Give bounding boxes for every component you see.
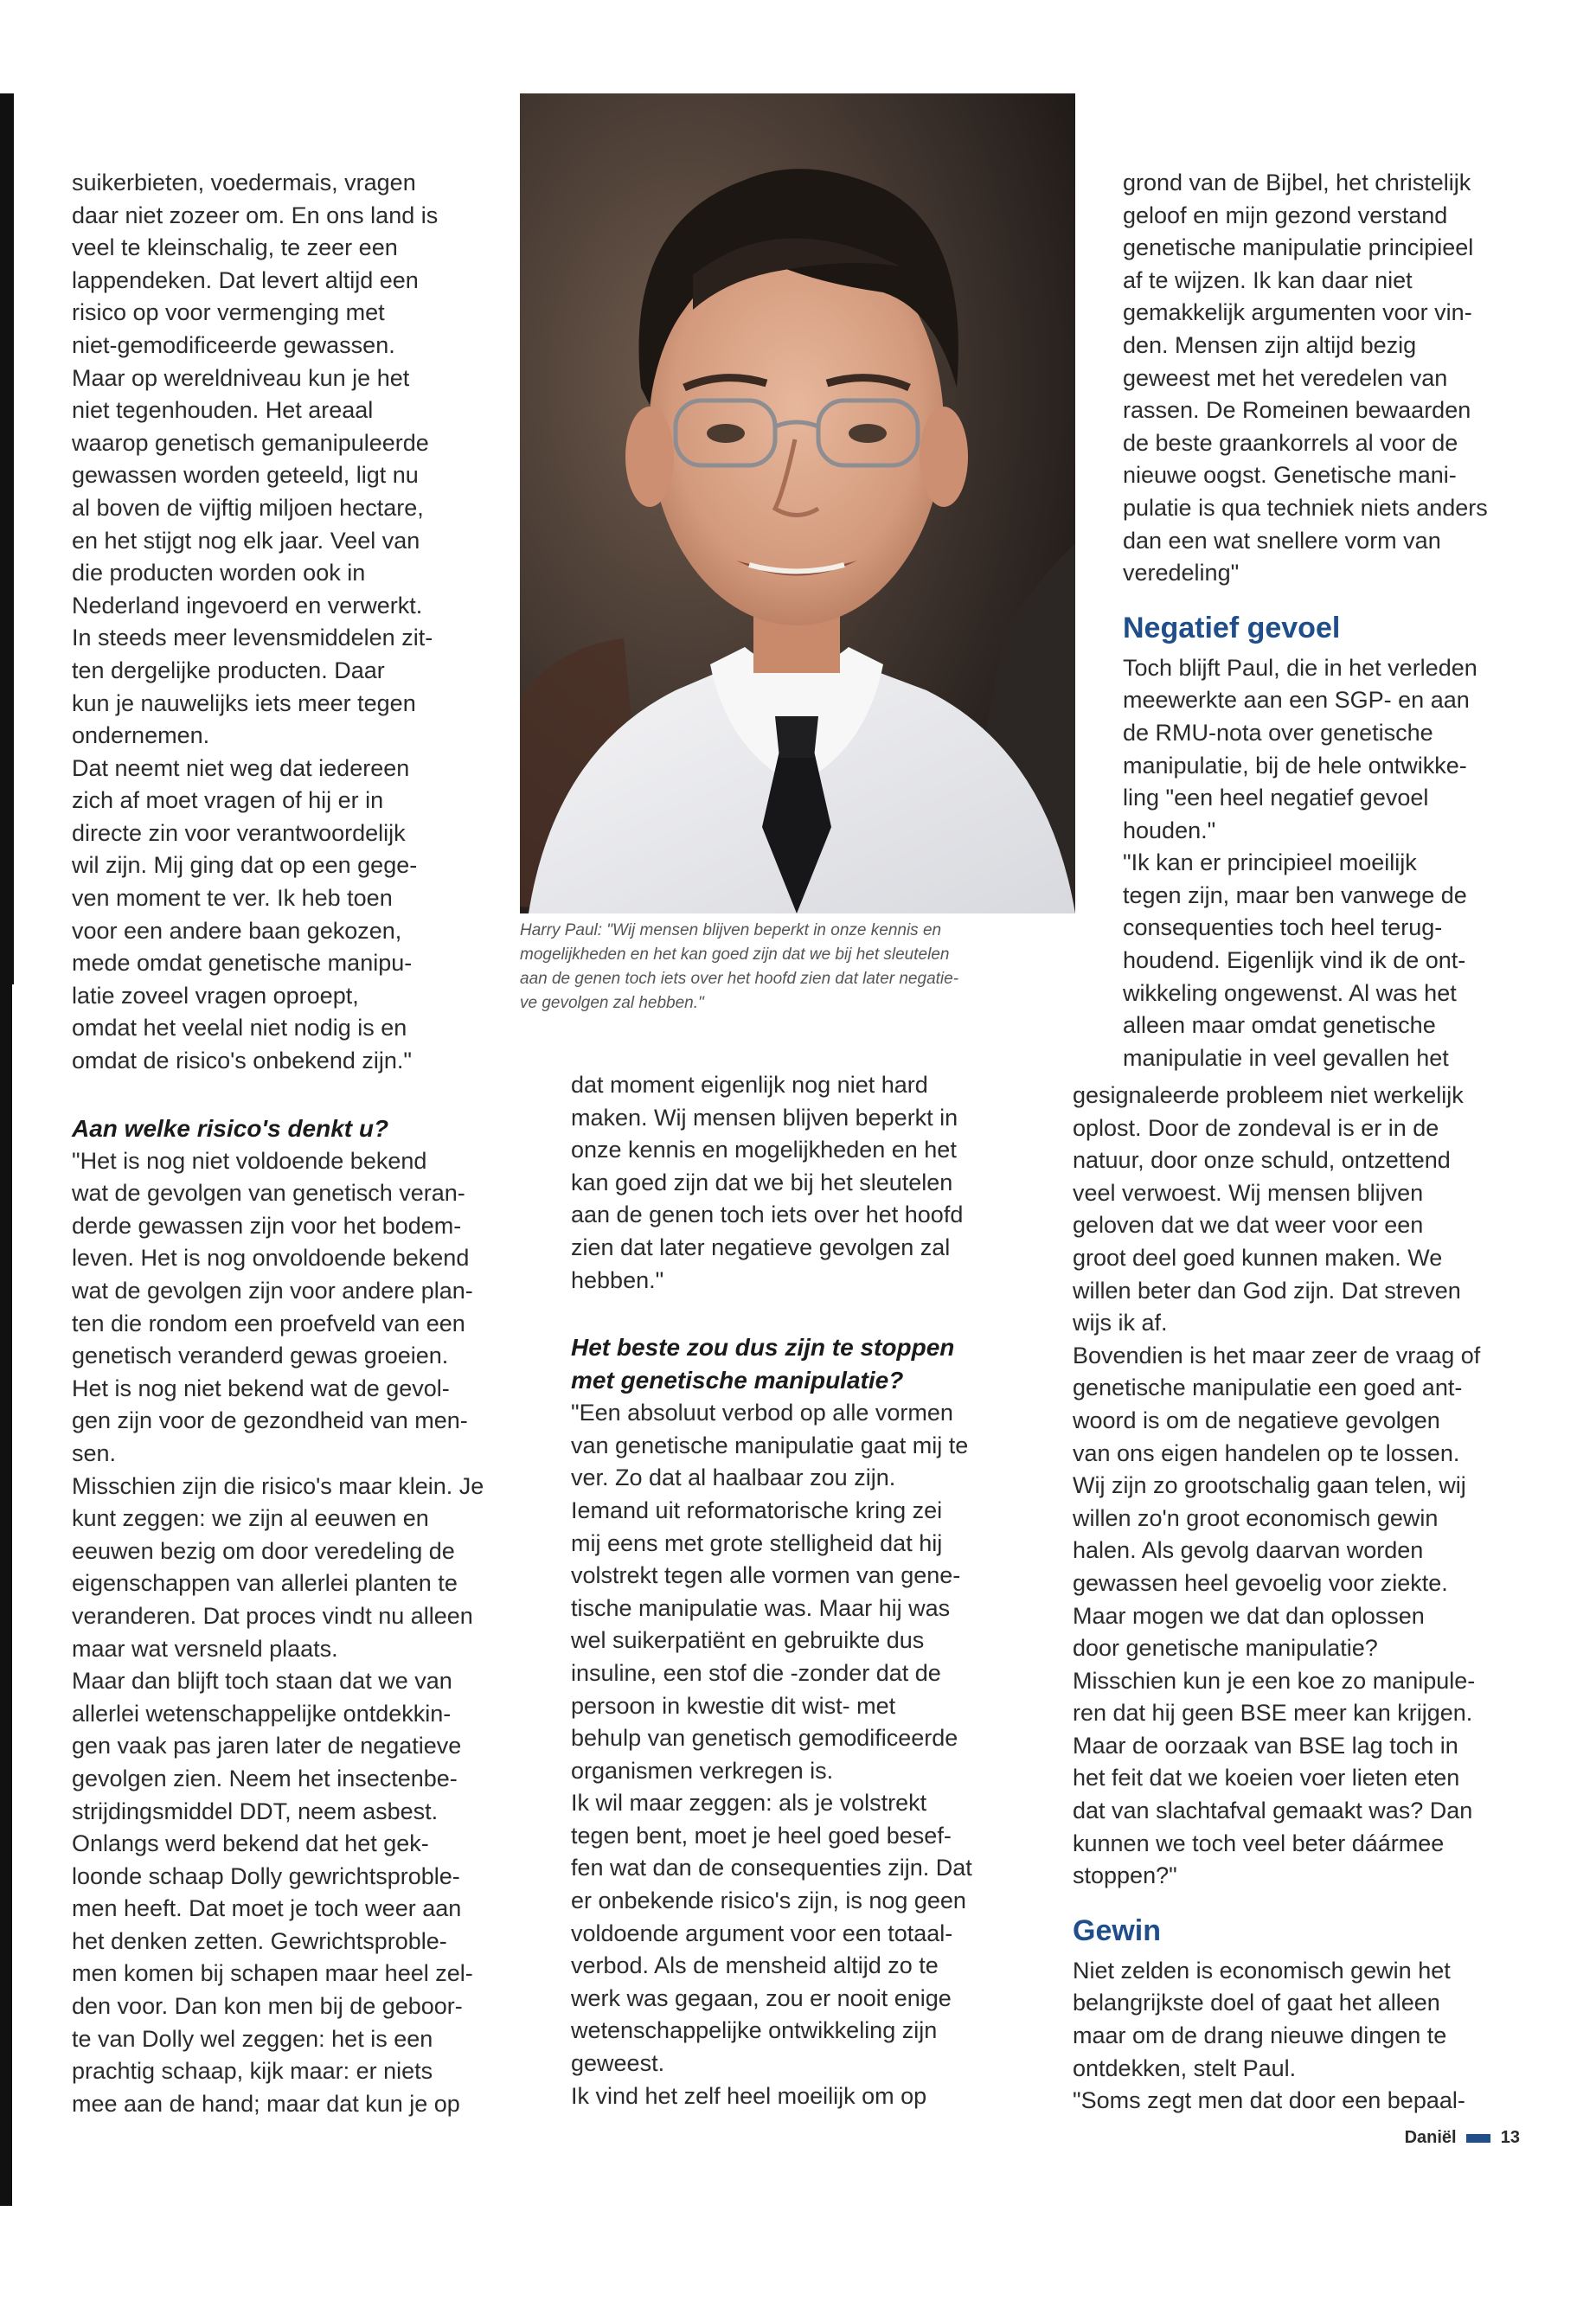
- text-line: wikkeling ongewenst. Al was het: [1123, 979, 1457, 1006]
- text-line: Misschien kun je een koe zo manipule-: [1073, 1667, 1476, 1694]
- text-line: natuur, door onze schuld, ontzettend: [1073, 1147, 1451, 1174]
- text-line: persoon in kwestie dit wist- met: [571, 1692, 896, 1719]
- text-line: Bovendien is het maar zeer de vraag of: [1073, 1342, 1481, 1368]
- text-line: omdat de risico's onbekend zijn.": [72, 1048, 412, 1074]
- text-line: "Ik kan er principieel moeilijk: [1123, 849, 1417, 876]
- text-line: werk was gegaan, zou er nooit enige: [571, 1984, 952, 2011]
- text-line: Misschien zijn die risico's maar klein. Je: [72, 1472, 484, 1499]
- text-line: Toch blijft Paul, die in het verleden: [1123, 654, 1477, 681]
- text-line: woord is om de negatieve gevolgen: [1073, 1407, 1440, 1433]
- text-line: prachtig schaap, kijk maar: er niets: [72, 2058, 433, 2085]
- text-line: met genetische manipulatie?: [571, 1367, 904, 1394]
- text-line: verbod. Als de mensheid altijd zo te: [571, 1952, 939, 1979]
- text-line: Niet zelden is economisch gewin het: [1073, 1957, 1451, 1984]
- text-line: ontdekken, stelt Paul.: [1073, 2054, 1297, 2081]
- text-line: men heeft. Dat moet je toch weer aan: [72, 1895, 462, 1922]
- text-line: fen wat dan de consequenties zijn. Dat: [571, 1855, 972, 1881]
- text-line: wil zijn. Mij ging dat op een gege-: [72, 852, 418, 879]
- text-line: kunt zeggen: we zijn al eeuwen en: [72, 1505, 429, 1532]
- text-line: onze kennis en mogelijkheden en het: [571, 1137, 957, 1163]
- text-line: latie zoveel vragen oproept,: [72, 982, 359, 1009]
- text-line: veranderen. Dat proces vindt nu alleen: [72, 1602, 473, 1629]
- text-line: Het beste zou dus zijn te stoppen: [571, 1334, 955, 1362]
- arrow-icon: [1466, 2134, 1490, 2143]
- text-line: ondernemen.: [72, 722, 210, 749]
- text-line: gewassen heel gevoelig voor ziekte.: [1073, 1569, 1448, 1596]
- column-right-bottom: [1073, 1080, 1480, 2118]
- text-line: geweest met het veredelen van: [1123, 364, 1448, 391]
- text-line: tische manipulatie was. Maar hij was: [571, 1594, 951, 1621]
- text-line: grond van de Bijbel, het christelijk: [1123, 170, 1471, 195]
- text-line: houdend. Eigenlijk vind ik de ont-: [1123, 947, 1466, 974]
- scan-edge-lower: [0, 984, 12, 2206]
- text-line: genetisch veranderd gewas groeien.: [72, 1343, 449, 1369]
- text-line: het denken zetten. Gewrichtsproble-: [72, 1927, 447, 1954]
- right-para-1: [1123, 167, 1488, 590]
- text-line: organismen verkregen is.: [571, 1757, 834, 1784]
- text-line: derde gewassen zijn voor het bodem-: [72, 1212, 462, 1239]
- text-line: geloven dat we dat weer voor een: [1073, 1212, 1424, 1239]
- text-line: Harry Paul: "Wij mensen blijven beperkt in onze kennis en: [520, 921, 942, 939]
- left-question: Aan welke risico's denkt u?: [72, 1114, 389, 1142]
- text-line: belangrijkste doel of gaat het alleen: [1073, 1990, 1440, 2016]
- magazine-name: Daniël: [1404, 2128, 1457, 2147]
- text-line: en het stijgt nog elk jaar. Veel van: [72, 527, 420, 554]
- text-line: alleen maar omdat genetische: [1123, 1012, 1436, 1039]
- text-line: veredeling": [1123, 560, 1240, 586]
- text-line: directe zin voor verantwoordelijk: [72, 819, 406, 846]
- text-line: hebben.": [571, 1266, 664, 1293]
- text-line: suikerbieten, voedermais, vragen: [72, 170, 416, 195]
- text-line: manipulatie, bij de hele ontwikke-: [1123, 752, 1467, 779]
- text-line: "Het is nog niet voldoende bekend: [72, 1147, 427, 1174]
- text-line: van genetische manipulatie gaat mij te: [571, 1432, 969, 1458]
- text-line: eeuwen bezig om door veredeling de: [72, 1537, 455, 1564]
- text-line: door genetische manipulatie?: [1073, 1635, 1378, 1662]
- text-line: zien dat later negatieve gevolgen zal: [571, 1234, 951, 1260]
- text-line: mee aan de hand; maar dat kun je op: [72, 2090, 460, 2117]
- text-line: Maar op wereldniveau kun je het: [72, 364, 410, 391]
- text-line: Maar dan blijft toch staan dat we van: [72, 1668, 452, 1695]
- text-line: pulatie is qua techniek niets anders: [1123, 494, 1488, 521]
- text-line: ven moment te ver. Ik heb toen: [72, 885, 393, 912]
- text-line: het feit dat we koeien voer lieten eten: [1073, 1765, 1460, 1791]
- text-line: houden.": [1123, 817, 1216, 843]
- text-line: waarop genetisch gemanipuleerde: [72, 429, 429, 456]
- text-line: Onlangs werd bekend dat het gek-: [72, 1830, 429, 1857]
- text-line: meewerkte aan een SGP- en aan: [1123, 687, 1470, 714]
- portrait-photo: [520, 93, 1075, 913]
- scan-edge: [0, 93, 14, 984]
- text-line: genetische manipulatie principieel: [1123, 234, 1474, 261]
- left-para-1: [72, 167, 484, 1078]
- text-line: wetenschappelijke ontwikkeling zijn: [571, 2017, 938, 2044]
- text-line: leven. Het is nog onvoldoende bekend: [72, 1245, 470, 1272]
- text-line: tegen bent, moet je heel goed besef-: [571, 1822, 952, 1849]
- text-line: behulp van genetisch gemodificeerde: [571, 1725, 958, 1752]
- text-line: rassen. De Romeinen bewaarden: [1123, 397, 1471, 424]
- text-line: Nederland ingevoerd en verwerkt.: [72, 592, 423, 619]
- photo-caption: [520, 919, 1082, 1016]
- text-line: niet-gemodificeerde gewassen.: [72, 331, 395, 358]
- column-middle: [571, 1069, 972, 2112]
- text-line: wat de gevolgen van genetisch veran-: [72, 1180, 465, 1207]
- heading-negatief-gevoel: Negatief gevoel: [1123, 611, 1341, 644]
- text-line: consequenties toch heel terug-: [1123, 914, 1443, 941]
- text-line: Ik vind het zelf heel moeilijk om op: [571, 2082, 927, 2109]
- text-line: maar om de drang nieuwe dingen te: [1073, 2022, 1447, 2049]
- text-line: gesignaleerde probleem niet werkelijk: [1073, 1082, 1464, 1108]
- text-line: "Soms zegt men dat door een bepaal-: [1073, 2087, 1465, 2114]
- text-line: voor een andere baan gekozen,: [72, 917, 402, 944]
- text-line: mij eens met grote stelligheid dat hij: [571, 1529, 943, 1556]
- text-line: allerlei wetenschappelijke ontdekkin-: [72, 1700, 452, 1727]
- text-line: mogelijkheden en het kan goed zijn dat we bij het sleutelen: [520, 945, 950, 964]
- text-line: geloof en mijn gezond verstand: [1123, 202, 1448, 228]
- text-line: wijs ik af.: [1073, 1310, 1168, 1336]
- text-line: risico op voor vermenging met: [72, 299, 385, 326]
- text-line: niet tegenhouden. Het areaal: [72, 397, 374, 424]
- text-line: willen zo'n groot economisch gewin: [1073, 1504, 1439, 1531]
- text-line: van ons eigen handelen op te lossen.: [1073, 1439, 1460, 1466]
- text-line: gemakkelijk argumenten voor vin-: [1123, 299, 1472, 326]
- portrait-illustration: [520, 93, 1075, 913]
- text-line: Wij zijn zo grootschalig gaan telen, wij: [1073, 1472, 1466, 1499]
- text-line: omdat het veelal niet nodig is en: [72, 1015, 407, 1042]
- text-line: dat moment eigenlijk nog niet hard: [571, 1072, 928, 1098]
- text-line: zich af moet vragen of hij er in: [72, 787, 384, 814]
- text-line: Dat neemt niet weg dat iedereen: [72, 754, 410, 781]
- text-line: ren dat hij geen BSE meer kan krijgen.: [1073, 1700, 1473, 1727]
- right-bottom-para-1: [1073, 1080, 1480, 1893]
- text-line: willen beter dan God zijn. Dat streven: [1073, 1277, 1461, 1304]
- text-line: manipulatie in veel gevallen het: [1123, 1044, 1449, 1071]
- text-line: kan goed zijn dat we bij het sleutelen: [571, 1169, 953, 1195]
- column-right-top: [1123, 167, 1488, 1074]
- right-para-2: [1123, 652, 1488, 1075]
- text-line: sen.: [72, 1439, 117, 1466]
- text-line: ten dergelijke producten. Daar: [72, 657, 385, 683]
- text-line: de beste graankorrels al voor de: [1123, 429, 1458, 456]
- heading-gewin: Gewin: [1073, 1913, 1162, 1947]
- text-line: wat de gevolgen zijn voor andere plan-: [72, 1278, 473, 1304]
- text-line: die producten worden ook in: [72, 560, 366, 586]
- text-line: daar niet zozeer om. En ons land is: [72, 202, 439, 228]
- text-line: veel te kleinschalig, te zeer een: [72, 234, 398, 261]
- text-line: Iemand uit reformatorische kring zei: [571, 1497, 943, 1523]
- text-line: strijdingsmiddel DDT, neem asbest.: [72, 1798, 439, 1824]
- text-line: volstrekt tegen alle vormen van gene-: [571, 1562, 961, 1589]
- text-line: stoppen?": [1073, 1862, 1177, 1889]
- text-line: al boven de vijftig miljoen hectare,: [72, 494, 424, 521]
- text-line: Ik wil maar zeggen: als je volstrekt: [571, 1790, 927, 1817]
- text-line: maken. Wij mensen blijven beperkt in: [571, 1104, 958, 1131]
- text-line: aan de genen toch iets over het hoofd zien dat later negatie-: [520, 970, 959, 988]
- text-line: nieuwe oogst. Genetische mani-: [1123, 462, 1457, 489]
- middle-question: [571, 1331, 972, 1397]
- text-line: ver. Zo dat al haalbaar zou zijn.: [571, 1465, 896, 1491]
- text-line: geweest.: [571, 2050, 665, 2077]
- text-line: ve gevolgen zal hebben.": [520, 994, 704, 1012]
- text-line: kun je nauwelijks iets meer tegen: [72, 689, 416, 716]
- text-line: te van Dolly wel zeggen: het is een: [72, 2025, 433, 2052]
- text-line: wel suikerpatiënt en gebruikte dus: [571, 1627, 925, 1654]
- text-line: groot deel goed kunnen maken. We: [1073, 1244, 1443, 1271]
- page-number: 13: [1500, 2128, 1520, 2147]
- text-line: men komen bij schapen maar heel zel-: [72, 1960, 473, 1987]
- text-line: insuline, een stof die -zonder dat de: [571, 1659, 941, 1686]
- text-line: dat van slachtafval gemaakt was? Dan: [1073, 1798, 1473, 1824]
- text-line: halen. Als gevolg daarvan worden: [1073, 1537, 1424, 1564]
- text-line: gen zijn voor de gezondheid van men-: [72, 1407, 468, 1434]
- text-line: de RMU-nota over genetische: [1123, 719, 1433, 746]
- page-footer: [1405, 2128, 1520, 2148]
- text-line: maar wat versneld plaats.: [72, 1635, 338, 1662]
- text-line: Maar de oorzaak van BSE lag toch in: [1073, 1732, 1458, 1759]
- text-line: gewassen worden geteeld, ligt nu: [72, 462, 419, 489]
- text-line: Maar mogen we dat dan oplossen: [1073, 1602, 1425, 1629]
- text-line: voldoende argument voor een totaal-: [571, 1920, 953, 1946]
- text-line: "Een absoluut verbod op alle vormen: [571, 1400, 953, 1426]
- column-left: [72, 167, 484, 2120]
- text-line: lappendeken. Dat levert altijd een: [72, 266, 419, 293]
- text-line: er onbekende risico's zijn, is nog geen: [571, 1888, 966, 1914]
- text-line: dan een wat snellere vorm van: [1123, 527, 1441, 554]
- text-line: den. Mensen zijn altijd bezig: [1123, 331, 1417, 358]
- text-line: Het is nog niet bekend wat de gevol-: [72, 1375, 450, 1401]
- text-line: ling "een heel negatief gevoel: [1123, 785, 1429, 811]
- text-line: af te wijzen. Ik kan daar niet: [1123, 266, 1413, 293]
- text-line: veel verwoest. Wij mensen blijven: [1073, 1179, 1424, 1206]
- text-line: ten die rondom een proefveld van een: [72, 1310, 465, 1336]
- text-line: mede omdat genetische manipu-: [72, 950, 413, 977]
- text-line: oplost. Door de zondeval is er in de: [1073, 1114, 1439, 1141]
- text-line: gevolgen zien. Neem het insectenbe-: [72, 1765, 458, 1791]
- right-bottom-para-2: [1073, 1955, 1480, 2118]
- text-line: genetische manipulatie een goed ant-: [1073, 1375, 1463, 1401]
- middle-para-1: [571, 1069, 972, 1297]
- text-line: In steeds meer levensmiddelen zit-: [72, 625, 433, 651]
- text-line: den voor. Dan kon men bij de geboor-: [72, 1993, 463, 2020]
- middle-para-2: [571, 1397, 972, 2112]
- left-para-2: [72, 1145, 484, 2121]
- text-line: gen vaak pas jaren later de negatieve: [72, 1733, 462, 1759]
- text-line: eigenschappen van allerlei planten te: [72, 1570, 458, 1597]
- text-line: tegen zijn, maar ben vanwege de: [1123, 881, 1467, 908]
- text-line: aan de genen toch iets over het hoofd: [571, 1202, 964, 1228]
- text-line: loonde schaap Dolly gewrichtsproble-: [72, 1862, 460, 1889]
- text-line: kunnen we toch veel beter dáármee: [1073, 1830, 1445, 1856]
